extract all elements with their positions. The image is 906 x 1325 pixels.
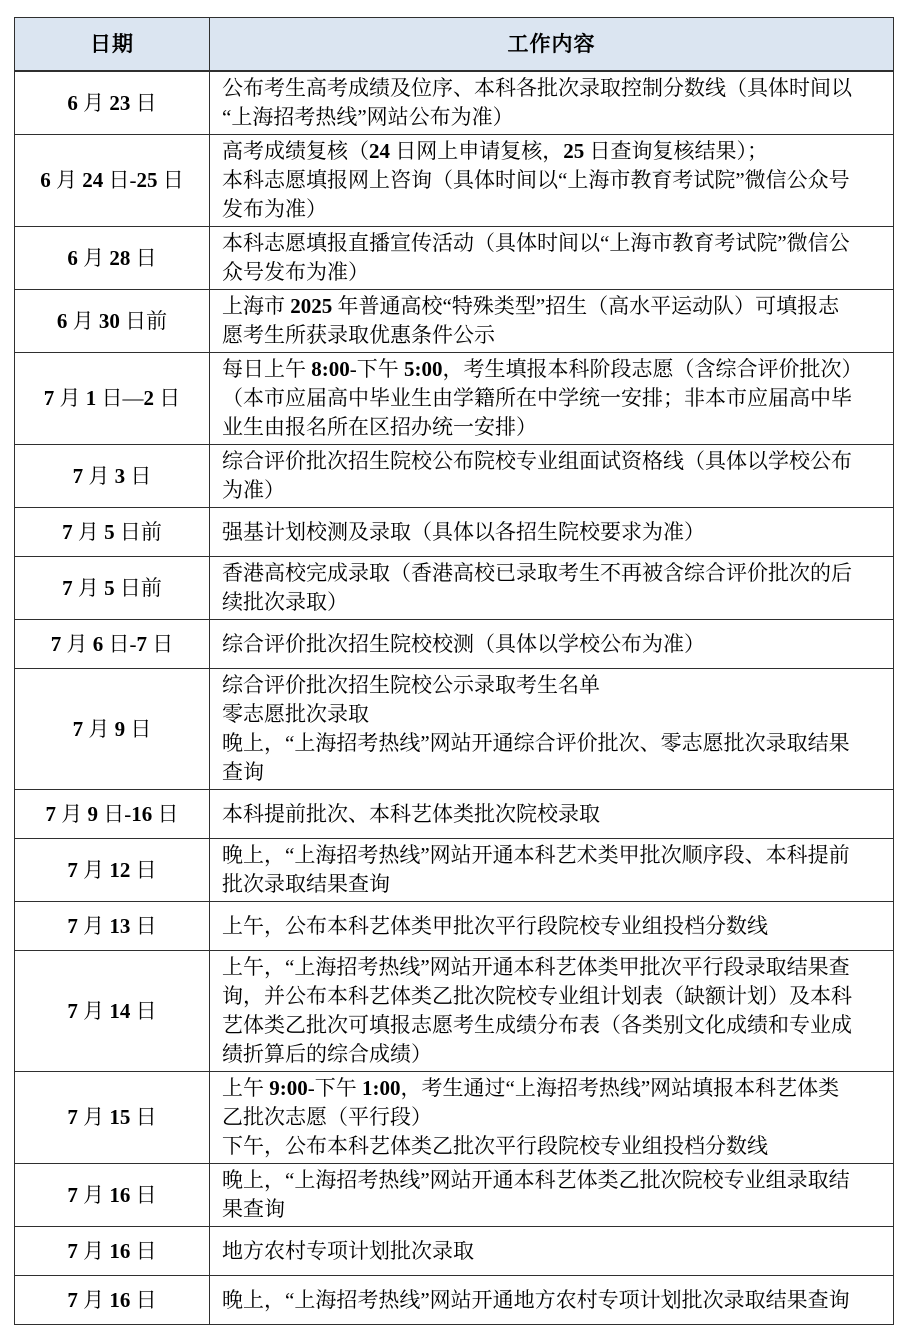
date-cell: 6 月 23 日 (15, 71, 210, 135)
date-cell: 7 月 12 日 (15, 839, 210, 902)
content-cell: 晚上，“上海招考热线”网站开通地方农村专项计划批次录取结果查询 (210, 1276, 894, 1325)
content-cell: 晚上，“上海招考热线”网站开通本科艺术类甲批次顺序段、本科提前批次录取结果查询 (210, 839, 894, 902)
table-body (15, 71, 894, 1325)
content-cell: 上午，公布本科艺体类甲批次平行段院校专业组投档分数线 (210, 902, 894, 951)
content-cell: 本科提前批次、本科艺体类批次院校录取 (210, 790, 894, 839)
content-cell: 香港高校完成录取（香港高校已录取考生不再被含综合评价批次的后续批次录取） (210, 557, 894, 620)
table-row (15, 839, 894, 902)
table-row (15, 508, 894, 557)
date-cell: 6 月 30 日前 (15, 290, 210, 353)
date-cell: 7 月 16 日 (15, 1164, 210, 1227)
content-cell: 高考成绩复核（24 日网上申请复核，25 日查询复核结果）； 本科志愿填报网上咨询（具体时间以“上海市教育考试院”微信公众号发布为准） (210, 135, 894, 227)
table-row (15, 445, 894, 508)
page (0, 17, 906, 1312)
date-cell: 6 月 28 日 (15, 227, 210, 290)
content-cell: 上午，“上海招考热线”网站开通本科艺体类甲批次平行段录取结果查询，并公布本科艺体类乙批次院校专业组计划表（缺额计划）及本科艺体类乙批次可填报志愿考生成绩分布表（各类别文化成绩和专业成绩折算后的综合成绩） (210, 951, 894, 1072)
date-cell: 7 月 16 日 (15, 1276, 210, 1325)
date-cell: 6 月 24 日-25 日 (15, 135, 210, 227)
table-row (15, 620, 894, 669)
date-cell: 7 月 9 日-16 日 (15, 790, 210, 839)
content-cell: 本科志愿填报直播宣传活动（具体时间以“上海市教育考试院”微信公众号发布为准） (210, 227, 894, 290)
header-cell-content: 工作内容 (210, 18, 894, 72)
date-cell: 7 月 9 日 (15, 669, 210, 790)
table-row (15, 1227, 894, 1276)
date-cell: 7 月 1 日—2 日 (15, 353, 210, 445)
header-cell-date: 日期 (15, 18, 210, 72)
content-cell: 上午 9:00-下午 1:00，考生通过“上海招考热线”网站填报本科艺体类乙批次志愿（平行段） 下午，公布本科艺体类乙批次平行段院校专业组投档分数线 (210, 1072, 894, 1164)
content-cell: 综合评价批次招生院校校测（具体以学校公布为准） (210, 620, 894, 669)
table-row (15, 290, 894, 353)
date-cell: 7 月 3 日 (15, 445, 210, 508)
table-row (15, 1164, 894, 1227)
table-row (15, 557, 894, 620)
date-cell: 7 月 13 日 (15, 902, 210, 951)
content-cell: 晚上，“上海招考热线”网站开通本科艺体类乙批次院校专业组录取结果查询 (210, 1164, 894, 1227)
content-cell: 综合评价批次招生院校公示录取考生名单 零志愿批次录取 晚上，“上海招考热线”网站开通综合评价批次、零志愿批次录取结果查询 (210, 669, 894, 790)
content-cell: 强基计划校测及录取（具体以各招生院校要求为准） (210, 508, 894, 557)
table-row (15, 135, 894, 227)
header-row (15, 18, 894, 72)
content-cell: 每日上午 8:00-下午 5:00，考生填报本科阶段志愿（含综合评价批次）（本市应届高中毕业生由学籍所在中学统一安排；非本市应届高中毕业生由报名所在区招办统一安排） (210, 353, 894, 445)
date-cell: 7 月 5 日前 (15, 508, 210, 557)
content-cell: 公布考生高考成绩及位序、本科各批次录取控制分数线（具体时间以“上海招考热线”网站公布为准） (210, 71, 894, 135)
content-cell: 上海市 2025 年普通高校“特殊类型”招生（高水平运动队）可填报志愿考生所获录取优惠条件公示 (210, 290, 894, 353)
schedule-table (14, 17, 894, 1325)
table-row (15, 669, 894, 790)
table-row (15, 71, 894, 135)
table-row (15, 790, 894, 839)
table-row (15, 227, 894, 290)
table-row (15, 353, 894, 445)
content-cell: 地方农村专项计划批次录取 (210, 1227, 894, 1276)
content-cell: 综合评价批次招生院校公布院校专业组面试资格线（具体以学校公布为准） (210, 445, 894, 508)
table-row (15, 1072, 894, 1164)
date-cell: 7 月 15 日 (15, 1072, 210, 1164)
table-row (15, 1276, 894, 1325)
table-row (15, 902, 894, 951)
table-row (15, 951, 894, 1072)
date-cell: 7 月 14 日 (15, 951, 210, 1072)
date-cell: 7 月 16 日 (15, 1227, 210, 1276)
date-cell: 7 月 6 日-7 日 (15, 620, 210, 669)
date-cell: 7 月 5 日前 (15, 557, 210, 620)
